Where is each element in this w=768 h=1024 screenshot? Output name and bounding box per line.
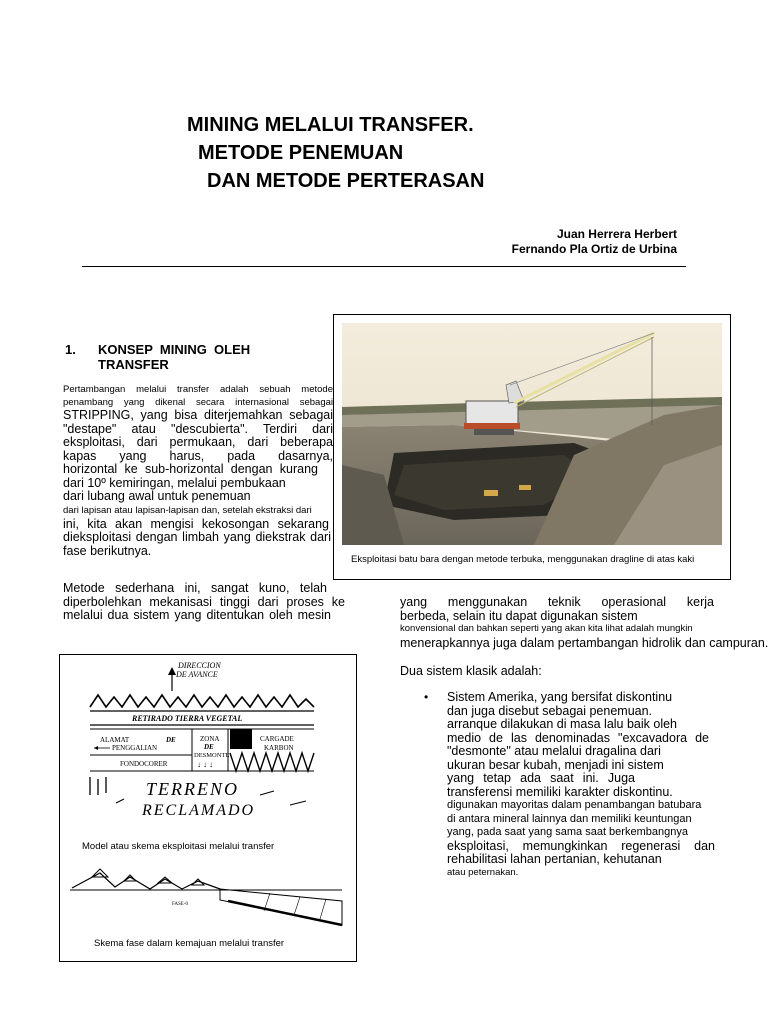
header-rule bbox=[82, 266, 686, 267]
bullet-item-sistem-amerika bbox=[447, 691, 721, 879]
de-avance-label: DE AVANCE bbox=[176, 670, 218, 679]
de2-label: DE bbox=[204, 743, 214, 751]
dua-sistem-label: Dua sistem klasik adalah: bbox=[400, 664, 542, 678]
section-number: 1. bbox=[65, 342, 76, 357]
zona-label: ZONA bbox=[200, 735, 220, 743]
left-paragraph-2 bbox=[63, 582, 345, 623]
text-line: dari lubang awal untuk penemuan bbox=[63, 489, 251, 503]
text-line: menerapkannya juga dalam pertambangan hidrolik dan campuran. bbox=[400, 636, 768, 650]
text-line: "destape" atau "descubierta". Terdiri dari bbox=[63, 421, 333, 436]
down-arrows-icon: ↓ ↓ ↓ bbox=[197, 760, 213, 769]
de-label: DE bbox=[166, 736, 176, 744]
topsoil-layer bbox=[90, 695, 314, 707]
fase0-label: FASE-0 bbox=[172, 902, 189, 907]
text-line: arranque dilakukan di masa lalu baik oleh bbox=[447, 717, 678, 731]
photo-caption: Eksploitasi batu bara dengan metode terbuka, menggunakan dragline di atas kaki bbox=[351, 554, 695, 565]
text-line: medio de las denominadas "excavadora de bbox=[447, 730, 709, 745]
transfer-schema-drawing bbox=[60, 655, 356, 961]
text-line: fase berikutnya. bbox=[63, 543, 152, 558]
text-line: penambang yang dikenal secara internasional sebagai bbox=[63, 397, 333, 408]
text-line: rehabilitasi lahan pertanian, kehutanan bbox=[447, 852, 662, 866]
text-line: konvensional dan bahkan seperti yang akan kita lihat adalah mungkin bbox=[400, 623, 693, 634]
author-2: Fernando Pla Ortiz de Urbina bbox=[511, 242, 677, 256]
title-line-1: MINING MELALUI TRANSFER. bbox=[187, 114, 474, 136]
karbon-label: KARBON bbox=[264, 744, 294, 752]
spoil-hatch bbox=[230, 753, 314, 771]
text-line: eksploitasi, dari permukaan, dari beberapa bbox=[63, 435, 333, 449]
text-line: "desmonte" atau melalui dragalina dari bbox=[447, 744, 661, 758]
text-line: di antara mineral lainnya dan memiliki keuntungan bbox=[447, 812, 692, 825]
desmonte-label: DESMONTE bbox=[194, 752, 230, 759]
retirado-label: RETIRADO TIERRA VEGETAL bbox=[132, 714, 243, 723]
text-line: kapas yang harus, pada dasarnya, bbox=[63, 448, 333, 463]
text-line: diperbolehkan mekanisasi tinggi dari proses ke bbox=[63, 594, 345, 609]
text-line: dieksploitasi dengan limbah yang diekstrak dari bbox=[63, 530, 331, 544]
diagram-figure bbox=[59, 654, 357, 962]
text-line: yang menggunakan teknik operasional kerja bbox=[400, 595, 714, 609]
title-line-2: METODE PENEMUAN bbox=[198, 142, 404, 164]
text-line: digunakan mayoritas dalam penambangan batubara bbox=[447, 799, 702, 811]
text-line: yang tetap ada saat ini. Juga bbox=[447, 771, 635, 785]
diagram-caption-2: Skema fase dalam kemajuan melalui transfer bbox=[94, 938, 285, 949]
text-line: ini, kita akan mengisi kekosongan sekarang bbox=[63, 516, 329, 531]
section-heading-line-1: KONSEP MINING OLEH bbox=[98, 342, 251, 357]
text-line: melalui dua sistem yang ditentukan oleh mesin bbox=[63, 608, 331, 622]
title-line-3: DAN METODE PERTERASAN bbox=[207, 170, 485, 192]
bullet-dot: • bbox=[424, 690, 429, 704]
text-line: ukuran besar kubah, menjadi ini sistem bbox=[447, 757, 664, 772]
text-line: dan juga disebut sebagai penemuan. bbox=[447, 703, 653, 718]
arrow-head-icon bbox=[168, 667, 176, 675]
text-line: dari lapisan atau lapisan-lapisan dan, setelah ekstraksi dari bbox=[63, 504, 312, 516]
reclamado-label: RECLAMADO bbox=[142, 802, 256, 819]
photo-figure bbox=[333, 314, 731, 580]
author-1: Juan Herrera Herbert bbox=[556, 227, 677, 241]
text-line: Metode sederhana ini, sangat kuno, telah bbox=[63, 581, 327, 595]
text-line: transferensi memiliki karakter diskontinu. bbox=[447, 784, 673, 799]
text-line: Pertambangan melalui transfer adalah sebuah metode bbox=[63, 384, 333, 395]
text-line: horizontal ke sub-horizontal dengan kurang bbox=[63, 462, 318, 476]
terreno-label: TERRENO bbox=[146, 779, 239, 799]
coal-block bbox=[230, 729, 252, 749]
text-line: yang, pada saat yang sama saat berkembangnya bbox=[447, 826, 688, 838]
diagram-caption-1: Model atau skema eksploitasi melalui transfer bbox=[82, 841, 275, 852]
dragline-photo bbox=[334, 315, 730, 579]
text-line: STRIPPING, yang bisa diterjemahkan sebagai bbox=[63, 408, 333, 422]
section-heading-line-2: TRANSFER bbox=[98, 357, 169, 372]
text-line: berbeda, selain itu dapat digunakan sistem bbox=[400, 608, 638, 623]
text-line: eksploitasi, memungkinkan regenerasi dan bbox=[447, 838, 715, 853]
direccion-label: DIRECCION bbox=[178, 661, 221, 670]
cargade-label: CARGADE bbox=[260, 735, 294, 743]
left-arrow-icon bbox=[94, 746, 98, 750]
left-paragraph-1 bbox=[63, 383, 333, 558]
fondocorer-label: FONDOCORER bbox=[120, 760, 168, 768]
alamat-label: ALAMAT bbox=[100, 736, 130, 744]
text-line: dari 10º kemiringan, melalui pembukaan bbox=[63, 475, 286, 490]
right-paragraph bbox=[400, 595, 768, 651]
text-line: atau peternakan. bbox=[447, 866, 519, 878]
penggalian-label: PENGGALIAN bbox=[112, 744, 158, 752]
text-line: Sistem Amerika, yang bersifat diskontinu bbox=[447, 690, 673, 704]
